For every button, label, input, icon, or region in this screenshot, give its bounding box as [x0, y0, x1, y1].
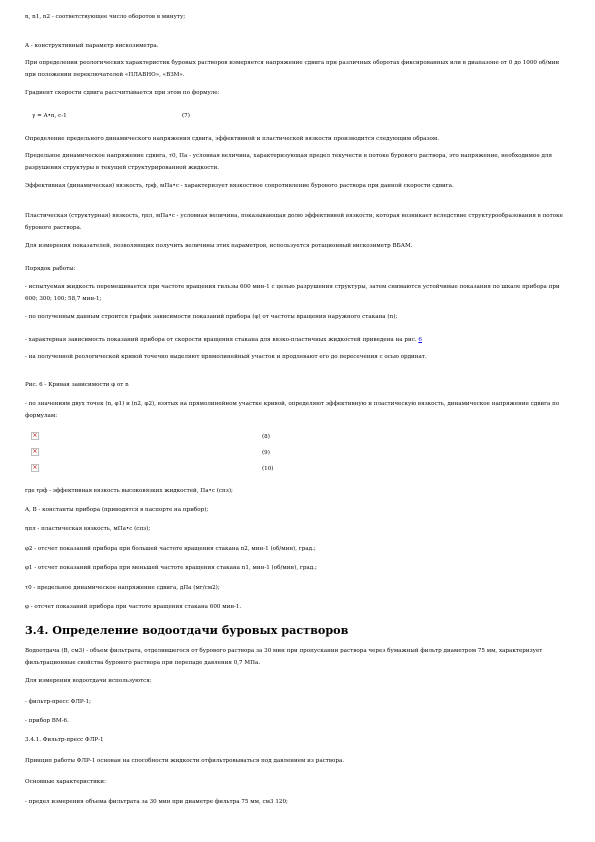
list-item-measurement-limit: - предел измерения объема фильтрата за 30 мин при диаметре фильтра 75 мм, см3 120; — [25, 799, 288, 805]
paragraph-main-characteristics: Основные характеристики: — [25, 779, 106, 785]
paragraph-step-linear-section: - на полученной реологической кривой точечно выделяют прямолинейный участок и продлевают его до пересечения с осью ординат. — [25, 354, 427, 360]
section-heading: 3.4. Определение водоотдачи буровых растворов — [25, 623, 349, 637]
figure-6-caption: Рис. 6 - Кривая зависимости φ от n — [25, 382, 129, 388]
paragraph-rheology-measurement: При определении реологических характеристик буровых растворов измеряется напряжение сдвига при различных оборотах фиксированных или в диапазоне от 0 до 1000 об/мин при положении переключателей «ПЛАВНО», «ВЗМ». — [25, 60, 560, 78]
paragraph-fluid-loss-definition: Водоотдача (В, см3) - объем фильтрата, отделившегося от бурового раствора за 30 мин при пропускании раствора через бумажный фильтр диаметром 75 мм, характеризует фильтрационные свойства бурового раствора при перепаде давления 0,7 МПа. — [25, 648, 543, 666]
figure-ref-text: - характерная зависимость показаний прибора от скорости вращения стакана для вязко-пластичных жидкостей приведена на рис. — [25, 337, 417, 343]
paragraph-where-eta-pl: ηпл - пластическая вязкость, мПа•с (спз); — [25, 526, 151, 532]
paragraph-definition-method: Определение предельного динамического напряжения сдвига, эффективной и пластической вязкости производится следующим образом. — [25, 136, 440, 142]
list-item-vm6: - прибор ВМ-6. — [25, 718, 69, 724]
paragraph-where-phi1: φ1 - отсчет показаний прибора при меньшей частоте вращения стакана n1, мин-1 (об/мин), град.; — [25, 565, 317, 571]
paragraph-procedure-title: Порядок работы: — [25, 266, 76, 272]
paragraph-where-phi: φ - отсчет показаний прибора при частоте вращения стакана 600 мин-1. — [25, 604, 242, 610]
paragraph-plastic-viscosity: Пластическая (структурная) вязкость, ηпл, мПа•с - условная величина, показывающая долю эффективной вязкости, которая возникает вследствие структурообразования в потоке бурового раствора. — [25, 213, 563, 231]
paragraph-step-plot: - по полученным данным строится график зависимости показаний прибора (φ) от частоты вращения наружного стакана (n); — [25, 314, 398, 320]
broken-image-icon: × — [32, 448, 38, 455]
paragraph-a-definition: A - конструктивный параметр вискозиметра. — [25, 43, 159, 49]
paragraph-step-figure-ref — [25, 335, 570, 345]
formula-7-number: (7) — [182, 113, 190, 119]
paragraph-where-eta-eff: где ηэф - эффективная вязкость высоковязких жидкостей, Па•с (спз); — [25, 488, 233, 494]
formula-7: γ = A•n, с-1 — [32, 113, 67, 119]
figure-6-link[interactable]: 6 — [418, 337, 422, 343]
paragraph-flr1-principle: Принцип работы ФЛР-1 основан на способности жидкости отфильтровываться под давлением из раствора. — [25, 758, 345, 764]
paragraph-step-mixing: - испытуемая жидкость перемешивается при частоте вращения гильзы 600 мин-1 с целью разрушения структуры, затем снимаются устойчивые показания по шкале прибора при 600; 300; 100; 58,7 мин-1; — [25, 284, 560, 302]
paragraph-where-constants: A, B - константы прибора (приводятся в паспорте на прибор); — [25, 507, 209, 513]
broken-image-icon: × — [32, 464, 38, 471]
paragraph-where-tau0: τ0 - предельное динамическое напряжение сдвига, дПа (мг/см2); — [25, 585, 220, 591]
equation-9-number: (9) — [262, 450, 270, 456]
equation-8-number: (8) — [262, 434, 270, 440]
paragraph-where-phi2: φ2 - отсчет показаний прибора при большей частоте вращения стакана n2, мин-1 (об/мин), град.; — [25, 546, 316, 552]
paragraph-shear-rate-formula-intro: Градиент скорости сдвига рассчитывается при этом по формуле: — [25, 90, 220, 96]
subsection-title-flr1: 3.4.1. Фильтр-пресс ФЛР-1 — [25, 737, 104, 743]
paragraph-step-formulas: - по значениям двух точек (n, φ1) и (n2, φ2), взятых на прямолинейном участке кривой, определяют эффективную и пластическую вязкость, динамическое напряжение сдвига по формулам: — [25, 401, 560, 419]
broken-image-icon: × — [32, 432, 38, 439]
paragraph-viscometer: Для измерения показателей, позволяющих получить величины этих параметров, используется ротационный вискозиметр ВБАМ. — [25, 243, 413, 249]
paragraph-n-definition: n, n1, n2 - соответствующее число оборотов в минуту; — [25, 14, 186, 20]
equation-10-number: (10) — [262, 466, 274, 472]
paragraph-effective-viscosity: Эффективная (динамическая) вязкость, ηэф, мПа•с - характеризует вязкостное сопротивление бурового раствора при данной скорости сдвига. — [25, 183, 454, 189]
paragraph-yield-stress: Предельное динамическое напряжение сдвига, τ0, Па - условная величина, характеризующая предел текучести в потоке бурового раствора, это напряжение, необходимое для разрушения структуры в текущей структурированной жидкости. — [25, 153, 552, 171]
paragraph-fluid-loss-devices: Для измерения водоотдачи используются: — [25, 678, 152, 684]
list-item-flr1: - фильтр-пресс ФЛР-1; — [25, 699, 92, 705]
